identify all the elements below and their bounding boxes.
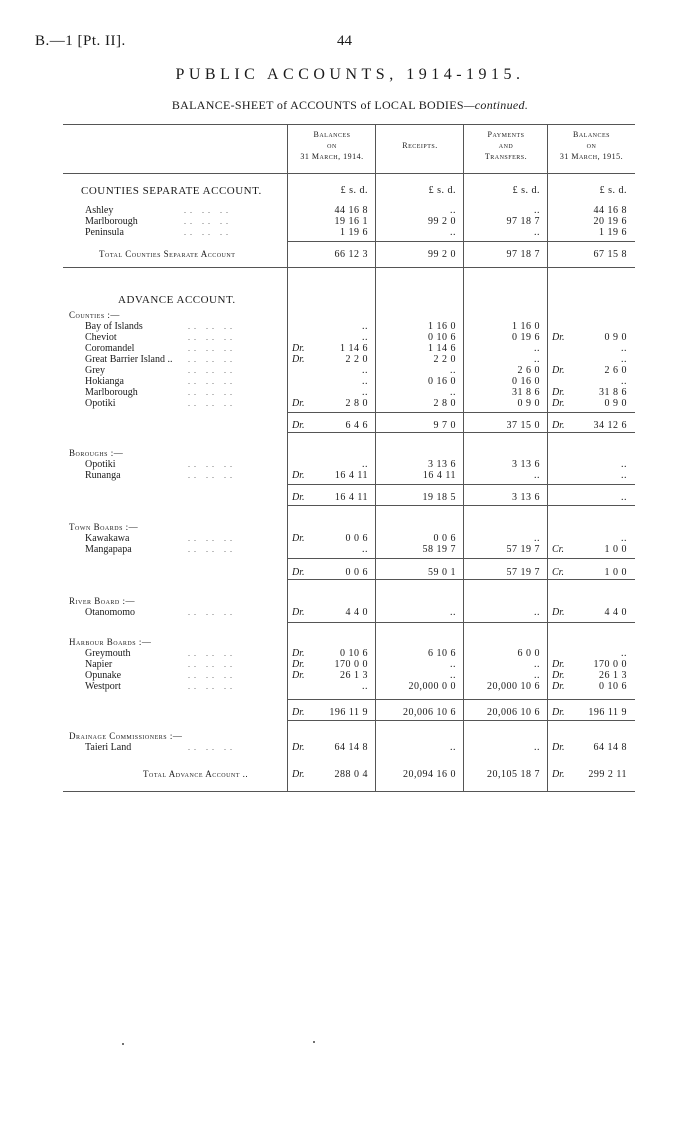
amount-value: 0 10 6 (340, 648, 368, 659)
row-label: Otanomomo (85, 607, 135, 618)
group-title: Harbour Boards :— (69, 637, 152, 647)
column-header-closing-balance (548, 129, 635, 162)
amount-value: 170 0 0 (334, 659, 368, 670)
amount-value: 97 18 7 (506, 216, 540, 227)
column-header-line: Balances (572, 130, 610, 139)
amount-value: .. (450, 659, 456, 670)
dr-cr-mark: Dr. (552, 607, 565, 618)
amount-value: 0 16 0 (428, 376, 456, 387)
amount-value: .. (534, 607, 540, 618)
column-header-line: 31 March, 1914. (300, 152, 364, 161)
currency-units: £ s. d. (340, 185, 368, 196)
amount-value: 1 14 6 (428, 343, 456, 354)
page-title: PUBLIC ACCOUNTS, 1914-1915. (175, 66, 525, 83)
table-row (63, 205, 635, 216)
dr-cr-mark: Dr. (552, 769, 565, 780)
amount-value: 37 15 0 (506, 420, 540, 431)
leader-dots: .. .. .. (188, 649, 236, 658)
rule-line (288, 699, 635, 700)
amount-value: 2 6 0 (604, 365, 627, 376)
table-row (63, 742, 635, 753)
amount-value: 26 1 3 (340, 670, 368, 681)
amount-value: 9 7 0 (433, 420, 456, 431)
amount-value: 1 19 6 (599, 227, 627, 238)
amount-value: 0 0 6 (345, 567, 368, 578)
column-header-line: Receipts. (402, 141, 438, 150)
amount-value: 20 19 6 (593, 216, 627, 227)
rule-line (288, 241, 635, 242)
amount-value: 1 16 0 (428, 321, 456, 332)
amount-value: 6 10 6 (428, 648, 456, 659)
amount-value: .. (534, 742, 540, 753)
amount-value: .. (534, 354, 540, 365)
amount-value: 99 2 0 (428, 216, 456, 227)
amount-value: 16 4 11 (422, 470, 456, 481)
amount-value: 97 18 7 (506, 249, 540, 260)
table-row (63, 648, 635, 659)
amount-value: 59 0 1 (428, 567, 456, 578)
page-number: 44 (337, 33, 352, 49)
row-label: Marlborough (85, 387, 138, 398)
amount-value: 20,094 16 0 (403, 769, 456, 780)
leader-dots: .. .. .. (184, 228, 232, 237)
amount-value: 4 4 0 (345, 607, 368, 618)
amount-value: .. (450, 365, 456, 376)
amount-value: 20,000 10 6 (487, 681, 540, 692)
column-header-line: Payments (487, 130, 525, 139)
amount-value: .. (621, 492, 627, 503)
dr-cr-mark: Cr. (552, 567, 564, 578)
amount-value: 196 11 9 (588, 707, 627, 718)
amount-value: 0 0 6 (345, 533, 368, 544)
rule-line (288, 412, 635, 413)
amount-value: 6 0 0 (517, 648, 540, 659)
amount-value: 0 10 6 (428, 332, 456, 343)
amount-value: 16 4 11 (334, 470, 368, 481)
table-row (63, 216, 635, 227)
balance-sheet-table (63, 124, 635, 792)
amount-value: .. (362, 459, 368, 470)
leader-dots: .. .. .. (184, 217, 232, 226)
dr-cr-mark: Dr. (292, 742, 305, 753)
amount-value: 2 6 0 (517, 365, 540, 376)
column-header-line: on (327, 141, 337, 150)
leader-dots: .. .. .. (188, 471, 236, 480)
leader-dots: .. .. .. (188, 545, 236, 554)
amount-value: .. (534, 343, 540, 354)
amount-value: .. (362, 376, 368, 387)
dr-cr-mark: Dr. (552, 707, 565, 718)
amount-value: .. (621, 470, 627, 481)
rule-line (288, 505, 635, 506)
table-row (63, 544, 635, 555)
amount-value: .. (534, 659, 540, 670)
leader-dots: .. .. .. (188, 333, 236, 342)
amount-value: 3 13 6 (512, 492, 540, 503)
page-mark (122, 1043, 124, 1045)
row-label: Marlborough (85, 216, 138, 227)
leader-dots: .. .. .. (188, 399, 236, 408)
amount-value: .. (362, 387, 368, 398)
dr-cr-mark: Dr. (552, 365, 565, 376)
leader-dots: .. .. .. (188, 460, 236, 469)
row-label: Opunake (85, 670, 122, 681)
total-label: Total Counties Separate Account (99, 249, 236, 259)
amount-value: 20,006 10 6 (487, 707, 540, 718)
dr-cr-mark: Dr. (292, 470, 305, 481)
dr-cr-mark: Dr. (292, 420, 305, 431)
amount-value: .. (450, 227, 456, 238)
row-label: Opotiki (85, 398, 116, 409)
amount-value: .. (534, 470, 540, 481)
dr-cr-mark: Dr. (292, 769, 305, 780)
leader-dots: .. .. .. (188, 743, 236, 752)
amount-value: 2 2 0 (433, 354, 456, 365)
header-rule (63, 173, 635, 174)
amount-value: 16 4 11 (334, 492, 368, 503)
amount-value: 20,006 10 6 (403, 707, 456, 718)
row-label: Greymouth (85, 648, 131, 659)
group-title: Drainage Commissioners :— (69, 731, 183, 741)
column-header-line: and (498, 141, 514, 150)
amount-value: 2 2 0 (345, 354, 368, 365)
amount-value: .. (362, 681, 368, 692)
dr-cr-mark: Dr. (552, 742, 565, 753)
table-row (63, 681, 635, 692)
column-header-line: on (586, 141, 597, 150)
amount-value: .. (450, 742, 456, 753)
table-row (63, 607, 635, 618)
rule-line (288, 622, 635, 623)
row-label: Runanga (85, 470, 121, 481)
amount-value: .. (534, 670, 540, 681)
dr-cr-mark: Dr. (292, 343, 305, 354)
leader-dots: .. .. .. (188, 534, 236, 543)
leader-dots: .. .. .. (188, 388, 236, 397)
amount-value: .. (621, 533, 627, 544)
amount-value: .. (362, 332, 368, 343)
amount-value: .. (534, 533, 540, 544)
table-row (63, 376, 635, 387)
amount-value: 31 8 6 (512, 387, 540, 398)
page-subtitle (0, 98, 700, 113)
amount-value: .. (621, 343, 627, 354)
dr-cr-mark: Dr. (552, 332, 565, 343)
total-row (63, 567, 635, 578)
amount-value: 57 19 7 (506, 567, 540, 578)
rule-line (288, 579, 635, 580)
dr-cr-mark: Dr. (552, 387, 565, 398)
amount-value: 2 8 0 (433, 398, 456, 409)
table-row (63, 659, 635, 670)
amount-value: 1 0 0 (604, 567, 627, 578)
amount-value: .. (621, 648, 627, 659)
amount-value: 4 4 0 (604, 607, 627, 618)
leader-dots: .. .. .. (188, 355, 236, 364)
row-label: Taieri Land (85, 742, 132, 753)
rule-line (288, 432, 635, 433)
row-label: Opotiki (85, 459, 116, 470)
dr-cr-mark: Dr. (292, 398, 305, 409)
leader-dots: .. .. .. (188, 322, 236, 331)
amount-value: .. (450, 607, 456, 618)
amount-value: 57 19 7 (506, 544, 540, 555)
row-label: Mangapapa (85, 544, 132, 555)
rule-line (288, 484, 635, 485)
amount-value: .. (362, 544, 368, 555)
amount-value: 288 0 4 (334, 769, 368, 780)
table-row (63, 459, 635, 470)
amount-value: 3 13 6 (512, 459, 540, 470)
amount-value: 67 15 8 (593, 249, 627, 260)
amount-value: 64 14 8 (334, 742, 368, 753)
table-row (63, 365, 635, 376)
column-header-receipts (376, 140, 464, 151)
column-header-line: Transfers. (484, 152, 528, 161)
leader-dots: .. .. .. (188, 608, 236, 617)
table-row (63, 533, 635, 544)
total-row (63, 707, 635, 718)
amount-value: 0 9 0 (604, 332, 627, 343)
total-row (63, 769, 635, 780)
dr-cr-mark: Dr. (292, 707, 305, 718)
currency-units: £ s. d. (428, 185, 456, 196)
total-row (63, 249, 635, 260)
table-row (63, 343, 635, 354)
amount-value: 0 9 0 (517, 398, 540, 409)
row-label: Bay of Islands (85, 321, 143, 332)
amount-value: 0 16 0 (512, 376, 540, 387)
amount-value: 20,105 18 7 (487, 769, 540, 780)
group-title: Counties :— (69, 310, 120, 320)
dr-cr-mark: Dr. (552, 670, 565, 681)
dr-cr-mark: Dr. (292, 607, 305, 618)
row-label: Coromandel (85, 343, 135, 354)
column-header-line: Balances (313, 130, 351, 139)
total-label: Total Advance Account .. (143, 769, 249, 779)
leader-dots: .. .. .. (188, 344, 236, 353)
table-row (63, 354, 635, 365)
amount-value: 0 9 0 (604, 398, 627, 409)
amount-value: 0 10 6 (599, 681, 627, 692)
subtitle-main: BALANCE-SHEET of ACCOUNTS of LOCAL BODIES (171, 98, 464, 112)
amount-value: .. (450, 670, 456, 681)
dr-cr-mark: Dr. (292, 492, 305, 503)
amount-value: 34 12 6 (593, 420, 627, 431)
amount-value: .. (621, 459, 627, 470)
row-label: Peninsula (85, 227, 124, 238)
table-row (63, 398, 635, 409)
amount-value: .. (534, 227, 540, 238)
leader-dots: .. .. .. (188, 377, 236, 386)
amount-value: 44 16 8 (593, 205, 627, 216)
section-title: COUNTIES SEPARATE ACCOUNT. (81, 185, 262, 197)
row-label: Grey (85, 365, 105, 376)
amount-value: .. (362, 365, 368, 376)
amount-value: 31 8 6 (599, 387, 627, 398)
section-title: ADVANCE ACCOUNT. (118, 294, 236, 306)
dr-cr-mark: Dr. (552, 659, 565, 670)
dr-cr-mark: Dr. (292, 567, 305, 578)
table-row (63, 332, 635, 343)
amount-value: 299 2 11 (588, 769, 627, 780)
amount-value: 66 12 3 (334, 249, 368, 260)
amount-value: 2 8 0 (345, 398, 368, 409)
amount-value: 58 19 7 (422, 544, 456, 555)
currency-units: £ s. d. (599, 185, 627, 196)
amount-value: 26 1 3 (599, 670, 627, 681)
dr-cr-mark: Dr. (292, 670, 305, 681)
subtitle-suffix: —continued. (463, 98, 529, 112)
amount-value: .. (362, 321, 368, 332)
amount-value: 6 4 6 (345, 420, 368, 431)
table-row (63, 321, 635, 332)
leader-dots: .. .. .. (188, 671, 236, 680)
amount-value: .. (534, 205, 540, 216)
dr-cr-mark: Dr. (292, 648, 305, 659)
dr-cr-mark: Dr. (552, 681, 565, 692)
leader-dots: .. .. .. (188, 660, 236, 669)
amount-value: 19 16 1 (334, 216, 368, 227)
table-row (63, 227, 635, 238)
rule-line (288, 558, 635, 559)
column-header-line: 31 March, 1915. (559, 152, 624, 161)
row-label: Westport (85, 681, 121, 692)
row-label: Cheviot (85, 332, 117, 343)
column-header-payments (464, 129, 548, 162)
dr-cr-mark: Dr. (292, 659, 305, 670)
table-row (63, 387, 635, 398)
amount-value: .. (621, 376, 627, 387)
table-row (63, 470, 635, 481)
total-row (63, 420, 635, 431)
currency-units: £ s. d. (512, 185, 540, 196)
amount-value: 64 14 8 (593, 742, 627, 753)
row-label: Ashley (85, 205, 114, 216)
rule-line (63, 267, 635, 268)
dr-cr-mark: Dr. (292, 533, 305, 544)
amount-value: 1 14 6 (340, 343, 368, 354)
rule-line (288, 720, 635, 721)
amount-value: 0 0 6 (433, 533, 456, 544)
dr-cr-mark: Dr. (552, 420, 565, 431)
amount-value: 19 18 5 (422, 492, 456, 503)
total-row (63, 492, 635, 503)
amount-value: .. (450, 387, 456, 398)
leader-dots: .. .. .. (188, 682, 236, 691)
amount-value: 1 0 0 (604, 544, 627, 555)
dr-cr-mark: Cr. (552, 544, 564, 555)
row-label: Great Barrier Island .. (85, 354, 173, 365)
report-code: B.—1 [Pt. II]. (35, 33, 126, 49)
group-title: Boroughs :— (69, 448, 124, 458)
leader-dots: .. .. .. (184, 206, 232, 215)
row-label: Kawakawa (85, 533, 130, 544)
column-header-opening-balance (288, 129, 376, 162)
table-row (63, 670, 635, 681)
amount-value: 196 11 9 (329, 707, 368, 718)
amount-value: 170 0 0 (593, 659, 627, 670)
group-title: River Board :— (69, 596, 136, 606)
amount-value: 3 13 6 (428, 459, 456, 470)
amount-value: 99 2 0 (428, 249, 456, 260)
amount-value: 20,000 0 0 (408, 681, 456, 692)
amount-value: .. (450, 205, 456, 216)
leader-dots: .. .. .. (188, 366, 236, 375)
page-mark (313, 1041, 315, 1043)
row-label: Hokianga (85, 376, 124, 387)
amount-value: 44 16 8 (334, 205, 368, 216)
row-label: Napier (85, 659, 113, 670)
amount-value: 0 19 6 (512, 332, 540, 343)
amount-value: 1 16 0 (512, 321, 540, 332)
amount-value: 1 19 6 (340, 227, 368, 238)
dr-cr-mark: Dr. (552, 398, 565, 409)
dr-cr-mark: Dr. (292, 354, 305, 365)
amount-value: .. (621, 354, 627, 365)
group-title: Town Boards :— (69, 522, 139, 532)
